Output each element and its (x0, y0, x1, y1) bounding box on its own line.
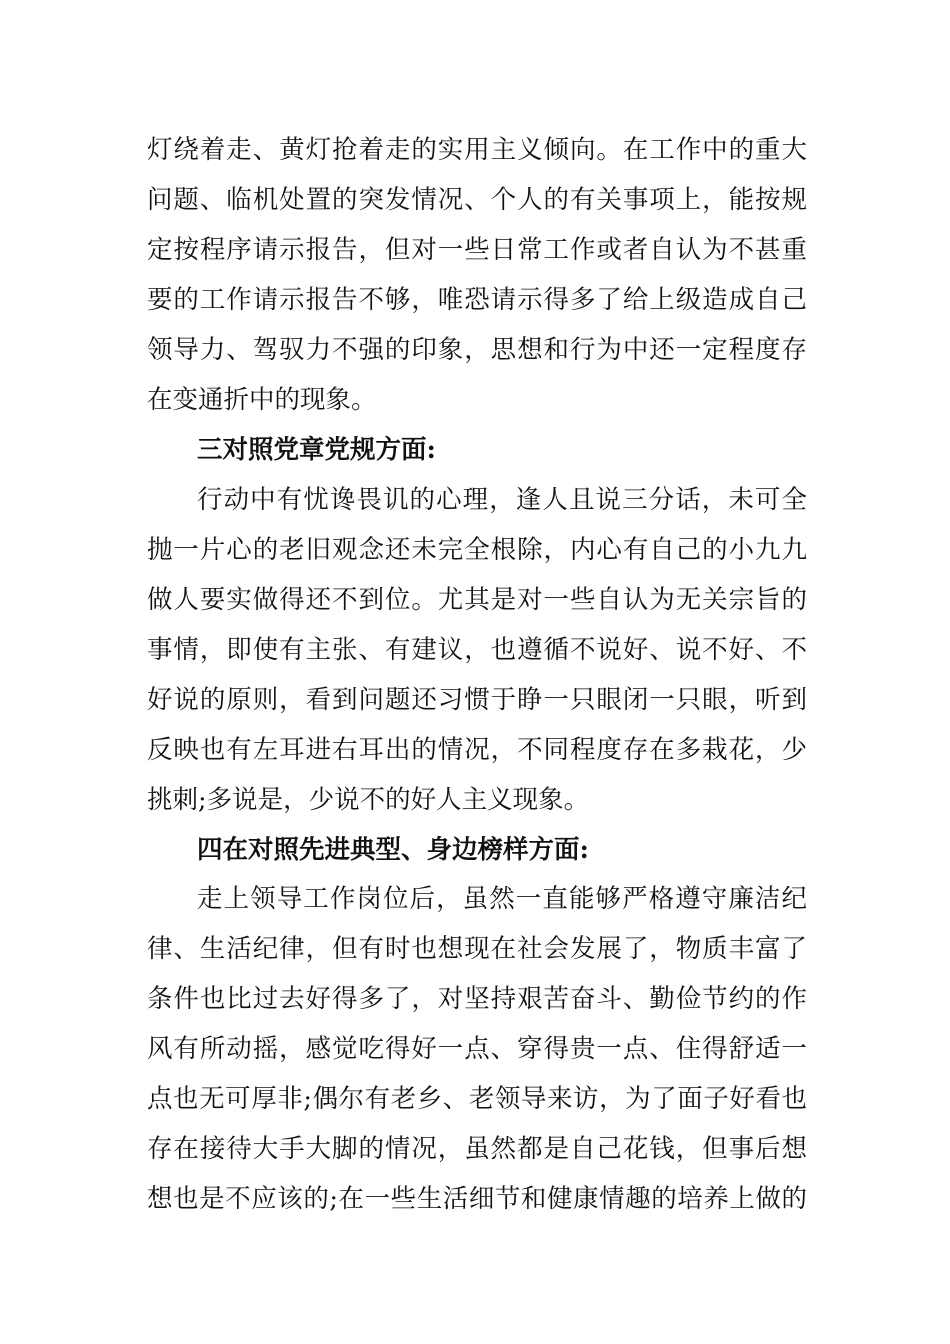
body-line: 存在接待大手大脚的情况，虽然都是自己花钱，但事后想 (147, 1134, 807, 1164)
body-line: 抛一片心的老旧观念还未完全根除，内心有自己的小九九 (147, 535, 807, 565)
body-line: 事情，即使有主张、有建议，也遵循不说好、说不好、不 (147, 635, 807, 665)
body-line: 挑刺;多说是，少说不的好人主义现象。 (147, 785, 590, 815)
section-heading: 三对照党章党规方面: (197, 435, 436, 465)
body-line: 律、生活纪律，但有时也想现在社会发展了，物质丰富了 (147, 934, 807, 964)
section-heading: 四在对照先进典型、身边榜样方面: (197, 835, 589, 865)
body-line: 灯绕着走、黄灯抢着走的实用主义倾向。在工作中的重大 (147, 135, 807, 165)
paragraph-first-line: 行动中有忧谗畏讥的心理，逢人且说三分话，未可全 (197, 485, 807, 515)
body-line: 领导力、驾驭力不强的印象，思想和行为中还一定程度存 (147, 335, 807, 365)
body-line: 在变通折中的现象。 (147, 385, 377, 415)
body-line: 点也无可厚非;偶尔有老乡、老领导来访，为了面子好看也 (147, 1084, 807, 1114)
body-line: 想也是不应该的;在一些生活细节和健康情趣的培养上做的 (147, 1184, 807, 1214)
body-line: 要的工作请示报告不够，唯恐请示得多了给上级造成自己 (147, 285, 807, 315)
body-line: 反映也有左耳进右耳出的情况，不同程度存在多栽花，少 (147, 735, 807, 765)
body-line: 问题、临机处置的突发情况、个人的有关事项上，能按规 (147, 185, 807, 215)
body-line: 好说的原则，看到问题还习惯于睁一只眼闭一只眼，听到 (147, 685, 807, 715)
body-line: 做人要实做得还不到位。尤其是对一些自认为无关宗旨的 (147, 585, 807, 615)
body-line: 风有所动摇，感觉吃得好一点、穿得贵一点、住得舒适一 (147, 1034, 807, 1064)
paragraph-first-line: 走上领导工作岗位后，虽然一直能够严格遵守廉洁纪 (197, 884, 807, 914)
body-line: 定按程序请示报告，但对一些日常工作或者自认为不甚重 (147, 235, 807, 265)
body-line: 条件也比过去好得多了，对坚持艰苦奋斗、勤俭节约的作 (147, 984, 807, 1014)
